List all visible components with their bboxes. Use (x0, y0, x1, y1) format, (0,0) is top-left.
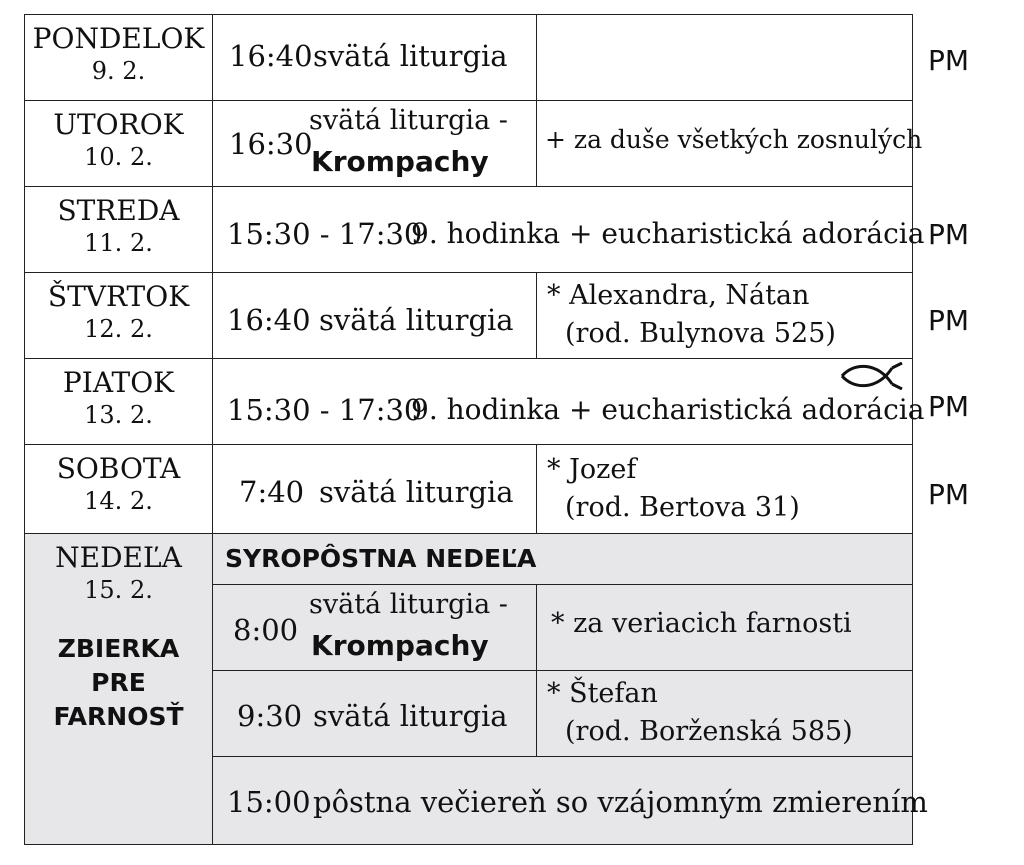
collection-note (25, 632, 212, 734)
pm-label: PM (928, 218, 970, 251)
service-cell-friday (212, 358, 925, 445)
service-cell-sunday-3 (212, 756, 928, 845)
service-name: svätá liturgia (313, 39, 508, 73)
pm-label: PM (928, 390, 970, 423)
service-time: 8:00 (233, 613, 299, 647)
service-cell-thursday (212, 272, 537, 359)
collection-line: ZBIERKA (57, 634, 180, 663)
service-name: svätá liturgia (319, 475, 514, 509)
intention-note: + za duše všetkých zosnulých (545, 125, 923, 154)
service-cell-wednesday (212, 186, 925, 273)
day-name: NEDEĽA (55, 541, 182, 574)
day-date: 13. 2. (84, 401, 153, 429)
day-cell-monday (24, 14, 213, 101)
day-name: UTOROK (53, 108, 184, 141)
day-date: 15. 2. (84, 576, 153, 604)
collection-line: PRE (91, 668, 146, 697)
service-time: 16:30 (229, 127, 313, 161)
day-cell-tuesday (24, 100, 213, 187)
service-cell-monday (212, 14, 537, 101)
service-name: svätá liturgia - (309, 589, 508, 620)
service-name: svätá liturgia (319, 303, 514, 337)
pm-label: PM (928, 478, 970, 511)
note-cell-saturday (536, 444, 913, 534)
intention-name: * Štefan (547, 678, 658, 709)
day-cell-saturday (24, 444, 213, 534)
fish-icon (840, 362, 906, 390)
service-name: 9. hodinka + eucharistická adorácia (411, 217, 925, 250)
day-date: 12. 2. (84, 315, 153, 343)
service-time: 7:40 (239, 475, 305, 509)
day-name: PIATOK (62, 366, 175, 399)
sunday-title-cell (212, 533, 913, 585)
service-name: svätá liturgia - (309, 105, 508, 136)
service-time: 16:40 (229, 39, 313, 73)
intention-address: (rod. Bertova 31) (565, 492, 800, 523)
service-time: 15:30 - 17:30 (227, 393, 423, 427)
day-name: PONDELOK (32, 22, 205, 55)
intention-note: * za veriacich farnosti (551, 608, 852, 639)
sunday-title: SYROPÔSTNA NEDEĽA (225, 544, 537, 573)
service-name: 9. hodinka + eucharistická adorácia (411, 393, 925, 426)
service-cell-sunday-1 (212, 584, 537, 671)
note-cell-sunday-2 (536, 670, 913, 757)
day-cell-wednesday (24, 186, 213, 273)
service-cell-saturday (212, 444, 537, 534)
collection-line: FARNOSŤ (53, 702, 184, 731)
day-cell-thursday (24, 272, 213, 359)
day-date: 10. 2. (84, 143, 153, 171)
intention-address: (rod. Bulynova 525) (565, 318, 836, 349)
service-cell-sunday-2 (212, 670, 537, 757)
service-place: Krompachy (311, 145, 489, 178)
service-time: 16:40 (227, 303, 311, 337)
intention-name: * Alexandra, Nátan (547, 280, 810, 311)
service-time: 9:30 (237, 699, 303, 733)
service-place: Krompachy (311, 629, 489, 662)
day-date: 14. 2. (84, 487, 153, 515)
day-cell-sunday (24, 533, 213, 845)
day-name: STREDA (57, 194, 180, 227)
day-name: ŠTVRTOK (47, 280, 190, 313)
service-time: 15:00 (227, 785, 311, 819)
service-time: 15:30 - 17:30 (227, 217, 423, 251)
pm-label: PM (928, 304, 970, 337)
day-date: 9. 2. (91, 57, 146, 85)
intention-name: * Jozef (547, 454, 637, 485)
note-cell-thursday (536, 272, 913, 359)
service-name: svätá liturgia (313, 699, 508, 733)
service-cell-tuesday (212, 100, 537, 187)
day-date: 11. 2. (84, 229, 153, 257)
pm-label: PM (928, 44, 970, 77)
note-cell-sunday-1 (536, 584, 913, 671)
note-cell-monday (536, 14, 913, 101)
intention-address: (rod. Borženská 585) (565, 716, 853, 747)
day-cell-friday (24, 358, 213, 445)
day-name: SOBOTA (56, 452, 181, 485)
service-name: pôstna večiereň so vzájomným zmierením (313, 785, 928, 819)
note-cell-tuesday (536, 100, 923, 187)
